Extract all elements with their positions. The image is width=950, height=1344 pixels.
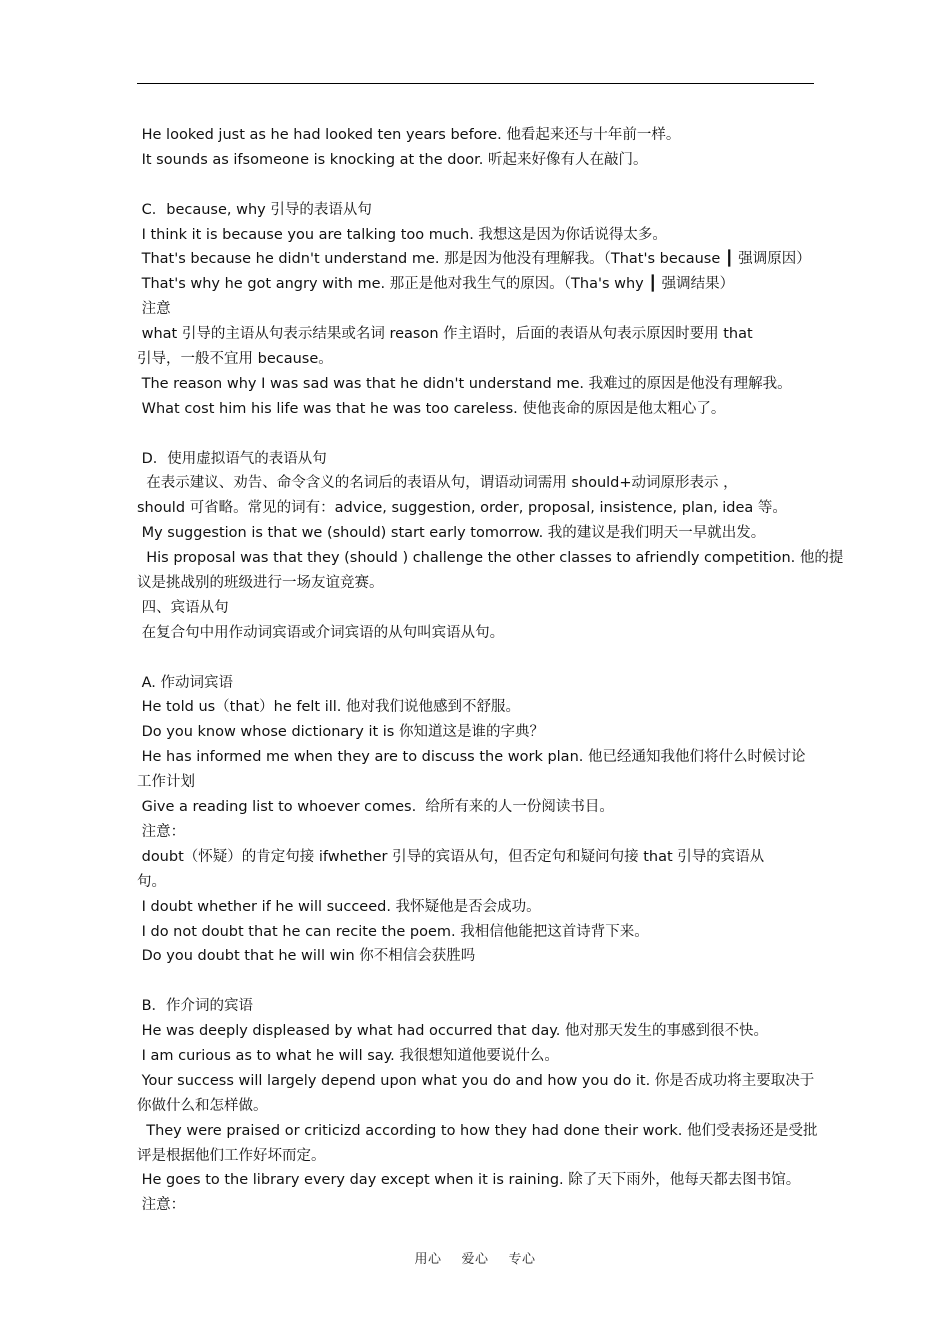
blank-line xyxy=(137,646,817,671)
text-line: That's why he got angry with me. 那正是他对我生气的原因。（Tha's why ┃ 强调结果） xyxy=(137,276,735,293)
text-line: Do you doubt that he will win 你不相信会获胜吗 xyxy=(137,948,476,965)
text-line: 评是根据他们工作好坏而定。 xyxy=(137,1147,326,1164)
text-line: I do not doubt that he can recite the poem. 我相信他能把这首诗背下来。 xyxy=(137,923,649,940)
text-line: Do you know whose dictionary it is 你知道这是谁的字典？ xyxy=(137,724,544,741)
blank-line xyxy=(137,173,817,198)
document-body xyxy=(137,123,844,1218)
text-line: 四、宾语从句 xyxy=(137,599,229,616)
text-line: D．使用虚拟语气的表语从句 xyxy=(137,450,327,467)
text-line: He goes to the library every day except when it is raining. 除了天下雨外，他每天都去图书馆。 xyxy=(137,1172,801,1189)
text-line: The reason why I was sad was that he didn't understand me. 我难过的原因是他没有理解我。 xyxy=(137,375,792,392)
text-line: C．because, why 引导的表语从句 xyxy=(137,201,372,218)
blank-line xyxy=(137,422,817,447)
text-line: I am curious as to what he will say. 我很想知道他要说什么。 xyxy=(137,1047,559,1064)
text-line: should 可省略。常见的词有：advice, suggestion, order, proposal, insistence, plan, idea 等。 xyxy=(137,500,787,517)
text-line: 工作计划 xyxy=(137,774,195,791)
footer-motto-item: 用心 xyxy=(414,1252,442,1267)
footer-motto-item: 爱心 xyxy=(461,1252,489,1267)
header-rule xyxy=(137,83,814,84)
text-line: 你做什么和怎样做。 xyxy=(137,1097,268,1114)
page-footer xyxy=(0,1248,950,1267)
text-line: 句。 xyxy=(137,873,166,890)
text-line: 议是挑战别的班级进行一场友谊竞赛。 xyxy=(137,575,384,592)
footer-motto-item: 专心 xyxy=(508,1252,536,1267)
text-line: A. 作动词宾语 xyxy=(137,674,233,691)
text-line: B．作介词的宾语 xyxy=(137,998,254,1015)
text-line: What cost him his life was that he was too careless. 使他丧命的原因是他太粗心了。 xyxy=(137,400,726,417)
text-line: It sounds as ifsomeone is knocking at the door. 听起来好像有人在敲门。 xyxy=(137,151,648,168)
text-line: Give a reading list to whoever comes. 给所有来的人一份阅读书目。 xyxy=(137,799,614,816)
text-line: He was deeply displeased by what had occurred that day. 他对那天发生的事感到很不快。 xyxy=(137,1023,769,1040)
text-line: I think it is because you are talking too much. 我想这是因为你话说得太多。 xyxy=(137,226,667,243)
text-line: My suggestion is that we (should) start early tomorrow. 我的建议是我们明天一早就出发。 xyxy=(137,525,766,542)
text-line: 引导，一般不宜用 because。 xyxy=(137,351,333,368)
text-line: doubt（怀疑）的肯定句接 ifwhether 引导的宾语从句，但否定句和疑问句接 that 引导的宾语从 xyxy=(137,848,765,865)
text-line: 注意： xyxy=(137,823,186,840)
text-line: They were praised or criticizd according to how they had done their work. 他们受表扬还是受批 xyxy=(137,1122,818,1139)
text-line: 注意： xyxy=(137,1197,186,1214)
text-line: He told us（that）he felt ill. 他对我们说他感到不舒服。 xyxy=(137,699,521,716)
text-line: His proposal was that they (should ) challenge the other classes to afriendly competition. 他的提 xyxy=(137,550,844,567)
text-line: 在表示建议、劝告、命令含义的名词后的表语从句，谓语动词需用 should+动词原形表示 ， xyxy=(137,475,738,492)
text-line: what 引导的主语从句表示结果或名词 reason 作主语时，后面的表语从句表示原因时要用 that xyxy=(137,326,753,343)
text-line: 注意 xyxy=(137,301,171,318)
text-line: I doubt whether if he will succeed. 我怀疑他是否会成功。 xyxy=(137,898,541,915)
blank-line xyxy=(137,969,817,994)
text-line: He looked just as he had looked ten years before. 他看起来还与十年前一样。 xyxy=(137,127,681,143)
text-line: 在复合句中用作动词宾语或介词宾语的从句叫宾语从句。 xyxy=(137,624,505,641)
text-line: That's because he didn't understand me. 那是因为他没有理解我。（That's because ┃ 强调原因） xyxy=(137,251,811,268)
text-line: Your success will largely depend upon what you do and how you do it. 你是否成功将主要取决于 xyxy=(137,1072,815,1089)
text-line: He has informed me when they are to discuss the work plan. 他已经通知我他们将什么时候讨论 xyxy=(137,749,806,766)
